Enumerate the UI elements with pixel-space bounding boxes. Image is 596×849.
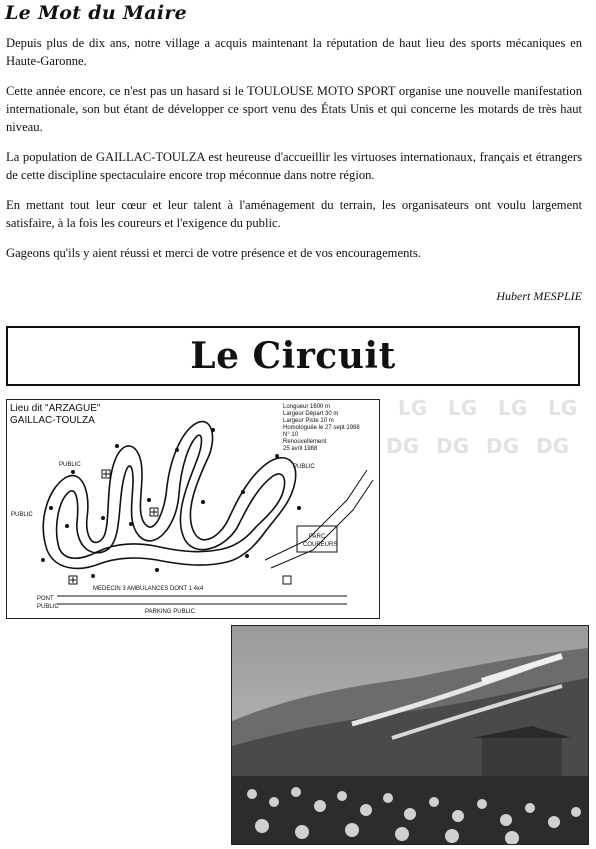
watermark-dg-3: DG [486, 434, 520, 458]
label-medecin: MEDECIN 3 AMBULANCES DONT 1 4x4 [93, 586, 204, 592]
label-public: PUBLIC [11, 512, 33, 518]
map-title-line2: GAILLAC-TOULZA [10, 415, 95, 426]
paragraph-5: Gageons qu'ils y aient réussi et merci de votre présence et de vos encouragements. [6, 246, 421, 260]
watermark-dg-4: DG [536, 434, 570, 458]
label-parc: PARC [309, 534, 326, 540]
map-stat: Renouvellement [283, 439, 327, 445]
watermark-lg-3: LG [498, 396, 528, 420]
article-title: Le Mot du Maire [5, 2, 188, 24]
label-public: PUBLIC [293, 464, 315, 470]
section-heading-box [6, 326, 580, 386]
map-stat: Longueur 1600 m [283, 404, 331, 410]
watermark-lg-2: LG [448, 396, 478, 420]
map-stat: N° 10 [283, 432, 299, 438]
paragraph-3: La population de GAILLAC-TOULZA est heureuse d'accueillir les virtuoses internationaux, français et étrangers de cette discipline spectaculaire encore trop méconnue dans notre région. [6, 150, 582, 182]
watermark-lg-1: LG [398, 396, 428, 420]
watermark-lg-4: LG [548, 396, 578, 420]
paragraph-4: En mettant tout leur cœur et leur talent à l'aménagement du terrain, les organisateurs ont voulu largement satisfaire, à la fois les coureurs et l'exigence du public. [6, 198, 582, 230]
paragraph-2: Cette année encore, ce n'est pas un hasard si le TOULOUSE MOTO SPORT organise une nouvelle manifestation internationale, son but étant de développer ce sport venu des États Unis et qui concerne les motards de très haut niveau. [6, 84, 582, 134]
circuit-map [6, 399, 380, 619]
signature: Hubert MESPLIE [496, 289, 582, 303]
map-stat: 25 avril 1988 [283, 446, 318, 452]
access-road-2 [271, 480, 373, 568]
label-pont: PONT [37, 596, 54, 602]
label-coureurs: COUREURS [303, 542, 338, 548]
paragraph-1: Depuis plus de dix ans, notre village a acquis maintenant la réputation de haut lieu des sports mécaniques en Haute-Garonne. [6, 36, 582, 68]
label-public: PUBLIC [37, 604, 59, 610]
track-outer [43, 422, 295, 569]
circuit-photo-image [232, 626, 588, 844]
section-heading: Le Circuit [190, 335, 396, 377]
watermark-dg-2: DG [436, 434, 470, 458]
label-parking: PARKING PUBLIC [145, 609, 195, 615]
label-public: PUBLIC [59, 462, 81, 468]
watermark-dg-1: DG [386, 434, 420, 458]
map-stat: Homologuée le 27 sept 1988 [283, 425, 360, 431]
map-stat: Largeur Départ 30 m [283, 411, 339, 417]
map-stat: Largeur Piste 10 m [283, 418, 334, 424]
watermark-logos [384, 392, 590, 464]
track-markers [41, 428, 301, 578]
map-title-line1: Lieu dit "ARZAGUE" [10, 403, 101, 414]
circuit-photo [231, 625, 589, 845]
